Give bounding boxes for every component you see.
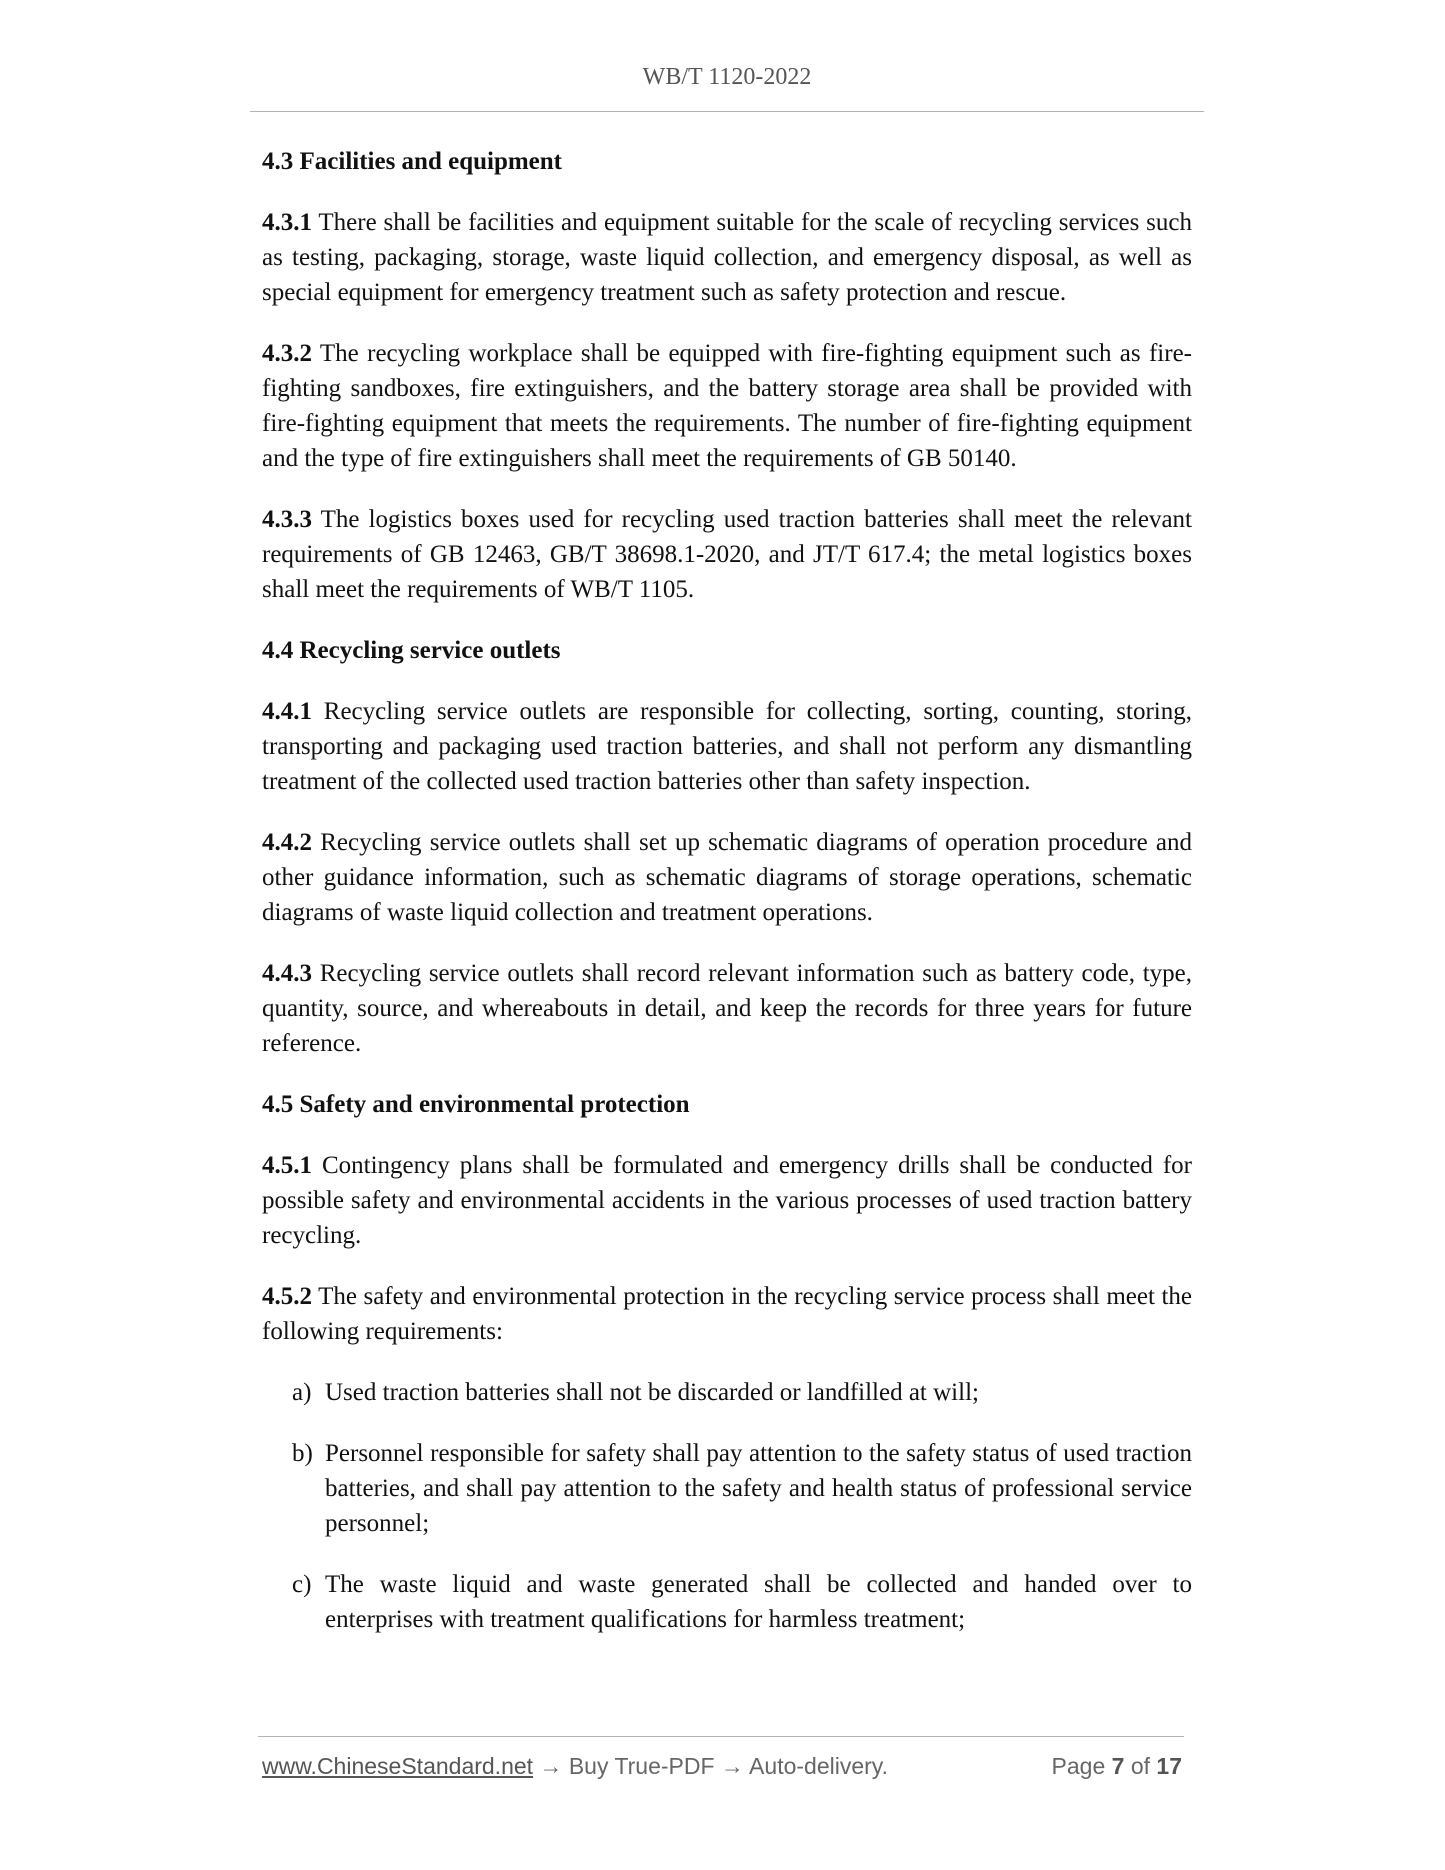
document-body xyxy=(262,144,1192,1663)
clause-text: There shall be facilities and equipment suitable for the scale of recycling services such as testing, packaging, storage, waste liquid collection, and emergency disposal, as well as special equipment for emergency treatment such as safety protection and rescue. xyxy=(262,209,1192,306)
of-label: of xyxy=(1130,1753,1151,1779)
clause-4-3-3 xyxy=(262,502,1192,607)
list-item xyxy=(262,1567,1192,1637)
clause-text: Contingency plans shall be formulated and emergency drills shall be conducted for possible safety and environmental accidents in the various processes of used traction battery recycling. xyxy=(262,1152,1192,1249)
list-marker: c) xyxy=(292,1571,312,1598)
list-marker: b) xyxy=(292,1440,313,1467)
clause-number: 4.4.3 xyxy=(262,960,312,987)
clause-text: The logistics boxes used for recycling used traction batteries shall meet the relevant requirements of GB 12463, GB/T 38698.1-2020, and JT/T 617.4; the metal logistics boxes shall meet the requirements of WB/T 1105. xyxy=(262,506,1192,603)
section-heading-4-5: 4.5 Safety and environmental protection xyxy=(262,1091,690,1118)
page-number xyxy=(1052,1753,1182,1780)
list-item-text: Personnel responsible for safety shall pay attention to the safety status of used traction batteries, and shall pay attention to the safety and health status of professional service personnel; xyxy=(325,1440,1192,1537)
list-marker: a) xyxy=(292,1379,312,1406)
clause-number: 4.5.1 xyxy=(262,1152,312,1179)
list-item xyxy=(262,1436,1192,1541)
clause-text: Recycling service outlets shall set up schematic diagrams of operation procedure and other guidance information, such as schematic diagrams of storage operations, schematic diagrams of waste liquid collection and treatment operations. xyxy=(262,829,1192,926)
clause-number: 4.5.2 xyxy=(262,1283,312,1310)
page-footer xyxy=(262,1753,1182,1789)
header-divider xyxy=(250,111,1204,112)
clause-4-4-1 xyxy=(262,694,1192,799)
page-label: Page xyxy=(1051,1753,1106,1779)
clause-4-5-2 xyxy=(262,1279,1192,1349)
footer-divider xyxy=(258,1736,1184,1737)
website-link[interactable]: www.ChineseStandard.net xyxy=(262,1753,534,1779)
clause-4-4-2 xyxy=(262,825,1192,930)
list-item-text: The waste liquid and waste generated shall be collected and handed over to enterprises with treatment qualifications for harmless treatment; xyxy=(325,1571,1192,1633)
clause-number: 4.3.2 xyxy=(262,340,312,367)
page-header xyxy=(250,64,1204,91)
footer-promo xyxy=(262,1753,888,1780)
clause-text: The safety and environmental protection in the recycling service process shall meet the following requirements: xyxy=(262,1283,1192,1345)
section-heading-4-3: 4.3 Facilities and equipment xyxy=(262,148,563,175)
clause-number: 4.4.1 xyxy=(262,698,312,725)
list-item-text: Used traction batteries shall not be discarded or landfilled at will; xyxy=(325,1379,979,1406)
clause-text: Recycling service outlets are responsible for collecting, sorting, counting, storing, transporting and packaging used traction batteries, and shall not perform any dismantling treatment of the collected used traction batteries other than safety inspection. xyxy=(262,698,1192,795)
clause-number: 4.3.3 xyxy=(262,506,312,533)
clause-4-5-1 xyxy=(262,1148,1192,1253)
list-item xyxy=(262,1375,1192,1410)
section-heading-4-4: 4.4 Recycling service outlets xyxy=(262,637,561,664)
footer-promo-text: → Buy True-PDF → Auto-delivery. xyxy=(533,1753,888,1779)
clause-text: The recycling workplace shall be equipped with fire-fighting equipment such as fire-fighting sandboxes, fire extinguishers, and the battery storage area shall be provided with fire-fighting equipment that meets the requirements. The number of fire-fighting equipment and the type of fire extinguishers shall meet the requirements of GB 50140. xyxy=(262,340,1192,472)
clause-4-3-2 xyxy=(262,336,1192,476)
current-page: 7 xyxy=(1111,1753,1125,1779)
clause-4-4-3 xyxy=(262,956,1192,1061)
standard-code: WB/T 1120-2022 xyxy=(642,64,812,90)
clause-number: 4.3.1 xyxy=(262,209,312,236)
requirements-list xyxy=(262,1375,1192,1637)
clause-4-3-1 xyxy=(262,205,1192,310)
total-pages: 17 xyxy=(1156,1753,1182,1779)
clause-text: Recycling service outlets shall record relevant information such as battery code, type, quantity, source, and whereabouts in detail, and keep the records for three years for future reference. xyxy=(262,960,1192,1057)
clause-number: 4.4.2 xyxy=(262,829,312,856)
